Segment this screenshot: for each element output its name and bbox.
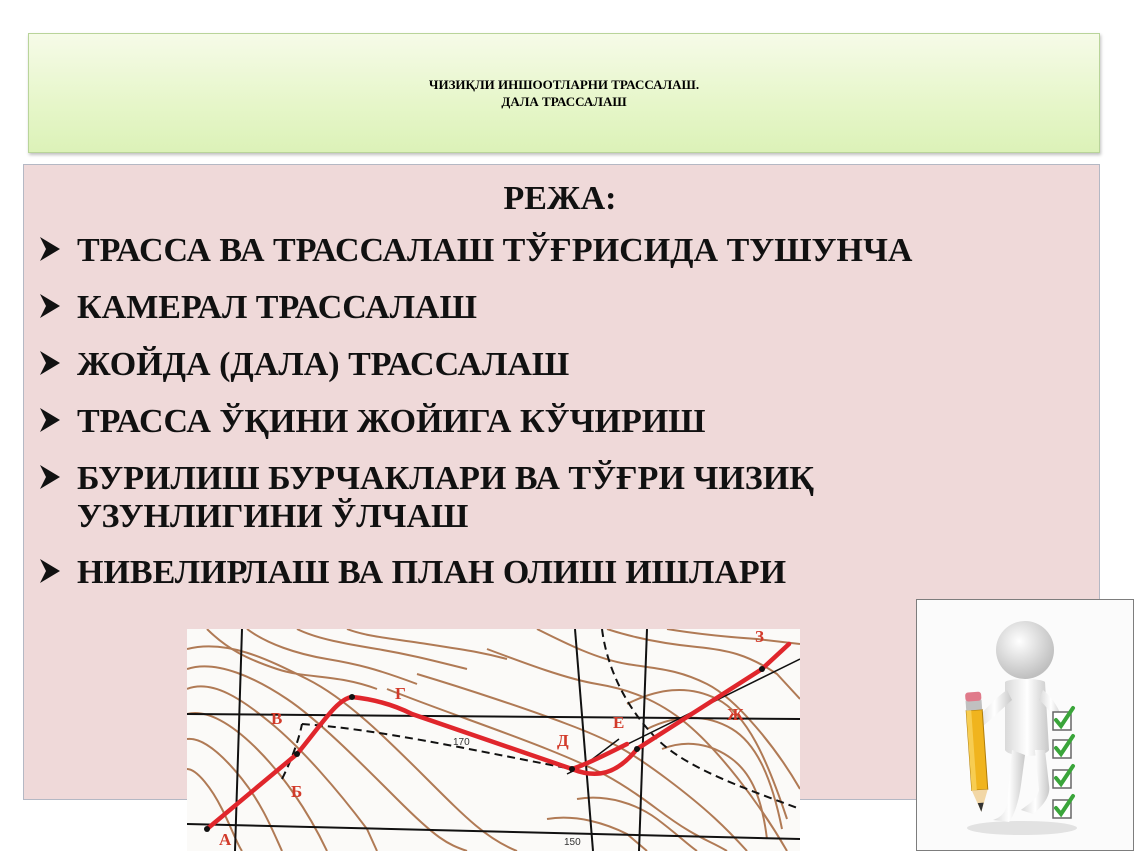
plan-item-text: БУРИЛИШ БУРЧАКЛАРИ ВА ТЎҒРИ ЧИЗИҚ bbox=[77, 460, 814, 497]
plan-item-text: ТРАССА ЎҚИНИ ЖОЙИГА КЎЧИРИШ bbox=[77, 403, 706, 440]
map-point-z: З bbox=[755, 629, 764, 646]
plan-item bbox=[38, 554, 1098, 592]
arrow-bullet-icon bbox=[38, 349, 62, 377]
arrow-bullet-icon bbox=[38, 463, 62, 491]
plan-heading: РЕЖА: bbox=[503, 180, 617, 217]
plan-item-text: КАМЕРАЛ ТРАССАЛАШ bbox=[77, 289, 477, 326]
arrow-bullet-icon bbox=[38, 557, 62, 585]
map-point-zh: Ж bbox=[727, 705, 744, 724]
arrow-bullet-icon bbox=[38, 235, 62, 263]
plan-item-text: НИВЕЛИРЛАШ ВА ПЛАН ОЛИШ ИШЛАРИ bbox=[77, 554, 787, 591]
plan-item-text: ЖОЙДА (ДАЛА) ТРАССАЛАШ bbox=[77, 346, 570, 383]
map-point-e: Е bbox=[613, 713, 625, 732]
arrow-bullet-icon bbox=[38, 406, 62, 434]
plan-item bbox=[38, 460, 1098, 536]
checklist-figure bbox=[916, 599, 1134, 851]
plan-item bbox=[38, 289, 1098, 327]
map-point-a: А bbox=[219, 830, 232, 849]
route-map-figure bbox=[187, 629, 800, 851]
person-with-pencil-checklist-icon bbox=[917, 600, 1133, 850]
slide-title-banner bbox=[28, 33, 1100, 153]
contour-label-170: 170 bbox=[453, 737, 470, 748]
map-point-g: Г bbox=[395, 684, 406, 703]
arrow-bullet-icon bbox=[38, 292, 62, 320]
checklist-checkmarks bbox=[1053, 708, 1073, 818]
slide-title-line-2: ДАЛА ТРАССАЛАШ bbox=[501, 94, 627, 109]
plan-item-text-continued: УЗУНЛИГИНИ ЎЛЧАШ bbox=[77, 498, 469, 535]
route-map-drawing bbox=[187, 629, 800, 851]
plan-list bbox=[38, 232, 1098, 611]
map-point-b: Б bbox=[291, 782, 303, 801]
plan-item bbox=[38, 232, 1098, 270]
map-point-d: Д bbox=[557, 731, 569, 750]
slide-title-line-1: ЧИЗИҚЛИ ИНШООТЛАРНИ ТРАССАЛАШ. bbox=[428, 77, 700, 92]
plan-item bbox=[38, 403, 1098, 441]
contour-label-150: 150 bbox=[564, 837, 581, 848]
plan-item-text: ТРАССА ВА ТРАССАЛАШ ТЎҒРИСИДА ТУШУНЧА bbox=[77, 232, 913, 269]
map-point-v: В bbox=[271, 709, 283, 728]
plan-item bbox=[38, 346, 1098, 384]
